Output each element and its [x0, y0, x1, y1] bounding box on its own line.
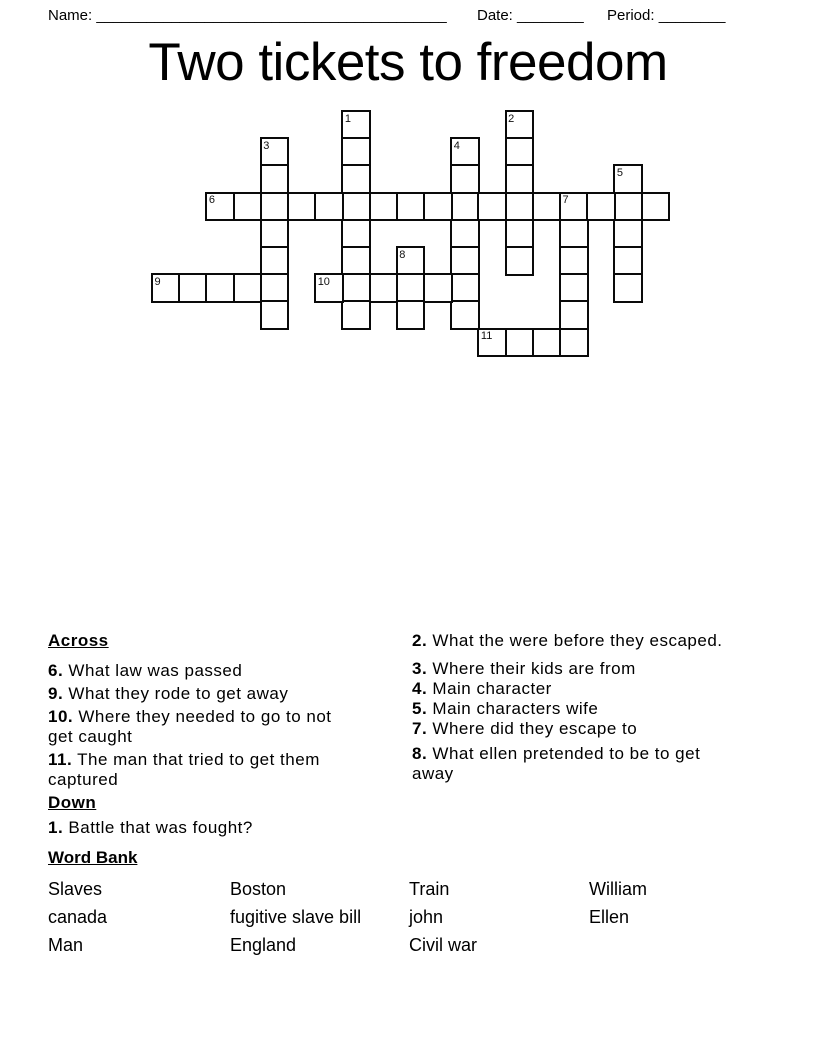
grid-cell-11[interactable]: [477, 328, 507, 358]
crossword-grid: [151, 110, 671, 358]
cell-number: 10: [317, 275, 330, 288]
grid-cell[interactable]: [450, 219, 480, 249]
cell-number: 5: [616, 166, 624, 179]
grid-cell[interactable]: [450, 192, 480, 222]
period-label: Period:: [607, 7, 655, 24]
grid-cell[interactable]: [396, 192, 426, 222]
grid-cell-7[interactable]: [559, 192, 589, 222]
grid-cell-8[interactable]: [396, 246, 426, 276]
date-label: Date:: [477, 7, 513, 24]
grid-cell[interactable]: [341, 137, 371, 167]
grid-cell[interactable]: [396, 300, 426, 330]
page-title: Two tickets to freedom: [148, 33, 668, 92]
clue-2: 2. What the were before they escaped.: [412, 631, 723, 650]
clue-number: 4.: [412, 679, 428, 698]
grid-cell[interactable]: [559, 246, 589, 276]
grid-cell[interactable]: [559, 328, 589, 358]
cell-number: 7: [562, 194, 569, 207]
clues-left-column: [48, 631, 348, 841]
grid-cell[interactable]: [260, 300, 290, 330]
grid-cell[interactable]: [423, 192, 453, 222]
clue-number: 5.: [412, 699, 428, 718]
word-bank-item: Train: [409, 879, 450, 899]
grid-cell[interactable]: [532, 328, 562, 358]
grid-cell[interactable]: [341, 164, 371, 194]
date-field: [477, 7, 584, 24]
grid-cell-6[interactable]: [205, 192, 235, 222]
grid-cell[interactable]: [505, 219, 535, 249]
grid-cell[interactable]: [505, 246, 535, 276]
name-blank-line[interactable]: __________________________________________: [96, 7, 447, 24]
grid-cell-1[interactable]: [341, 110, 371, 140]
grid-cell[interactable]: [505, 192, 535, 222]
grid-cell[interactable]: [450, 273, 480, 303]
word-bank: [48, 848, 768, 959]
grid-cell[interactable]: [369, 273, 399, 303]
clue-number: 3.: [412, 659, 428, 678]
grid-cell[interactable]: [205, 273, 235, 303]
word-bank-item: canada: [48, 907, 108, 927]
clues-right-column: [412, 631, 732, 784]
grid-cell[interactable]: [341, 192, 371, 222]
grid-cell-10[interactable]: [314, 273, 344, 303]
word-bank-item: Ellen: [589, 907, 630, 927]
grid-cell[interactable]: [314, 192, 344, 222]
date-blank-line[interactable]: ________: [517, 7, 584, 24]
grid-cell[interactable]: [233, 273, 263, 303]
clue-4: 4. Main character: [412, 679, 552, 698]
word-bank-item: fugitive slave bill: [230, 907, 362, 927]
grid-cell[interactable]: [396, 273, 426, 303]
clue-number: 2.: [412, 631, 428, 650]
cell-number: 11: [480, 330, 493, 343]
across-clue-list: [48, 661, 348, 790]
grid-cell[interactable]: [505, 137, 535, 167]
grid-cell[interactable]: [477, 192, 507, 222]
grid-cell[interactable]: [450, 246, 480, 276]
word-bank-item: Boston: [230, 879, 287, 899]
clue-number: 1.: [48, 818, 64, 837]
clue-7: 7. Where did they escape to: [412, 719, 638, 738]
grid-cell[interactable]: [341, 273, 371, 303]
period-field: [607, 7, 725, 24]
grid-cell[interactable]: [559, 219, 589, 249]
clue-6: 6. What law was passed: [48, 661, 243, 680]
grid-cell[interactable]: [260, 273, 290, 303]
down-clue-list-left: [48, 818, 348, 838]
word-bank-item: Man: [48, 935, 84, 955]
across-heading: Across: [48, 631, 109, 650]
grid-cell-4[interactable]: [450, 137, 480, 167]
grid-cell-3[interactable]: [260, 137, 290, 167]
cell-number: 3: [263, 139, 270, 152]
cell-number: 6: [208, 194, 216, 207]
clue-8: 8. What ellen pretended to be to get away: [412, 744, 701, 783]
clue-number: 9.: [48, 684, 64, 703]
word-bank-item: Civil war: [409, 935, 478, 955]
name-label: Name:: [48, 7, 93, 24]
clue-number: 6.: [48, 661, 64, 680]
grid-cell[interactable]: [613, 273, 643, 303]
grid-cell[interactable]: [423, 273, 453, 303]
clue-number: 8.: [412, 744, 428, 763]
grid-cell[interactable]: [559, 300, 589, 330]
grid-cell[interactable]: [178, 273, 208, 303]
grid-cell[interactable]: [613, 246, 643, 276]
period-blank-line[interactable]: ________: [658, 7, 726, 24]
cell-number: 4: [453, 139, 460, 152]
grid-cell[interactable]: [260, 219, 290, 249]
grid-cell[interactable]: [450, 164, 480, 194]
grid-cell-9[interactable]: [151, 273, 181, 303]
down-heading: Down: [48, 793, 97, 812]
word-bank-heading: Word Bank: [48, 848, 138, 867]
word-bank-item: john: [409, 907, 444, 927]
word-bank-item: Slaves: [48, 879, 103, 899]
grid-cell[interactable]: [233, 192, 263, 222]
cell-number: 9: [154, 275, 161, 288]
grid-cell[interactable]: [559, 273, 589, 303]
word-bank-item: England: [230, 935, 297, 955]
grid-cell[interactable]: [641, 192, 671, 222]
grid-cell[interactable]: [613, 192, 643, 222]
clue-9: 9. What they rode to get away: [48, 684, 289, 703]
clue-11: 11. The man that tried to get them captured: [48, 750, 320, 789]
grid-cell[interactable]: [287, 192, 317, 222]
grid-cell[interactable]: [505, 328, 535, 358]
clue-1: 1. Battle that was fought?: [48, 818, 253, 837]
cell-number: 2: [508, 112, 515, 125]
clue-10: 10. Where they needed to go to not get caught: [48, 707, 332, 746]
grid-cell[interactable]: [260, 192, 290, 222]
grid-cell[interactable]: [613, 219, 643, 249]
grid-cell[interactable]: [260, 164, 290, 194]
clue-3: 3. Where their kids are from: [412, 659, 636, 678]
name-field: [48, 7, 447, 24]
cell-number: 1: [344, 112, 352, 125]
word-bank-item: William: [589, 879, 647, 899]
grid-cell-2[interactable]: [505, 110, 535, 140]
clue-number: 7.: [412, 719, 428, 738]
clue-number: 10.: [48, 707, 74, 726]
cell-number: 8: [399, 248, 406, 261]
grid-cell[interactable]: [586, 192, 616, 222]
grid-cell-5[interactable]: [613, 164, 643, 194]
grid-cell[interactable]: [450, 300, 480, 330]
grid-cell[interactable]: [505, 164, 535, 194]
clue-5: 5. Main characters wife: [412, 699, 599, 718]
grid-cell[interactable]: [369, 192, 399, 222]
grid-cell[interactable]: [260, 246, 290, 276]
clue-number: 11.: [48, 750, 73, 769]
word-bank-grid: [48, 875, 768, 959]
grid-cell[interactable]: [341, 300, 371, 330]
grid-cell[interactable]: [341, 219, 371, 249]
grid-cell[interactable]: [532, 192, 562, 222]
grid-cell[interactable]: [341, 246, 371, 276]
